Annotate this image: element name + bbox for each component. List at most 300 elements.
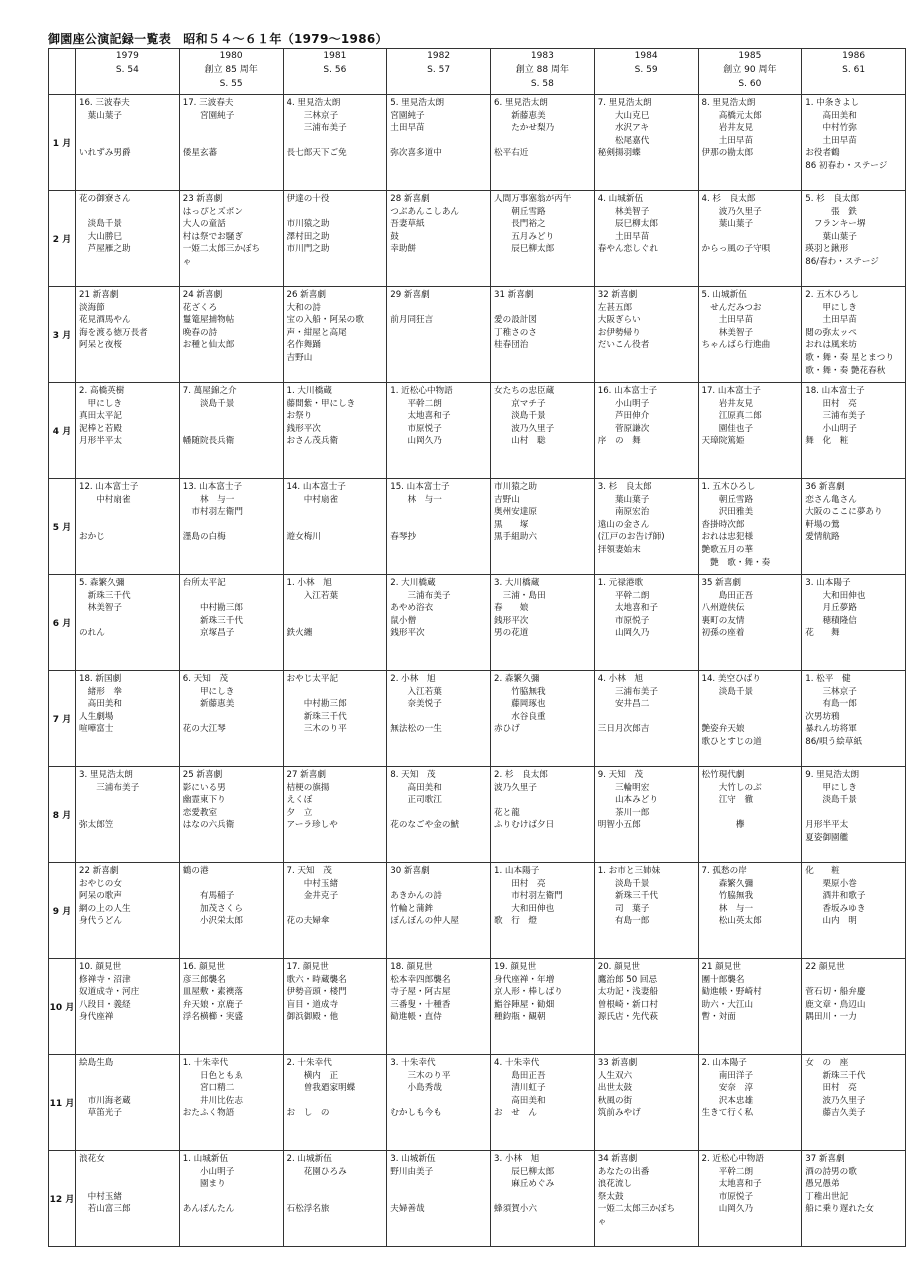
cell-line: 36 新喜劇 (805, 482, 845, 492)
cell-line: 31 新喜劇 (494, 290, 534, 300)
performance-cell (387, 383, 491, 479)
cell-line: 2. 十朱幸代 (286, 1058, 332, 1068)
cell-line: 伊達の十役 (286, 194, 330, 204)
cell-line: 生きて行く私 (701, 1108, 754, 1119)
performance-cell (698, 1151, 802, 1247)
performance-cell (491, 863, 595, 959)
cell-line: 市川猿之助 (286, 219, 330, 230)
cell-line: 波乃久里子 (701, 206, 762, 217)
cell-line (79, 1178, 177, 1191)
performance-cell (76, 95, 180, 191)
cell-line: 新珠三千代 (805, 1070, 866, 1081)
cell-line: 夕 立 (286, 807, 313, 818)
cell-line: 阿呆と夜桜 (79, 340, 122, 351)
cell-line: 閲の弥太ッペ (805, 327, 857, 338)
performance-cell (387, 959, 491, 1055)
cell-line: 黒 塚 (494, 519, 529, 530)
cell-line (390, 506, 488, 519)
cell-line: 1. 五木ひろし (701, 482, 756, 492)
cell-line: 遠山の金さん (597, 519, 650, 530)
performance-cell (179, 383, 283, 479)
cell-line: 三林京子 (805, 686, 857, 697)
performance-cell (387, 863, 491, 959)
cell-line: 林 与一 (390, 494, 442, 505)
performance-cell (76, 575, 180, 671)
cell-line: 甲にしき (805, 782, 857, 793)
cell-line: 穂積隆信 (805, 615, 857, 626)
performance-cell (387, 575, 491, 671)
cell-line: 喧嘩富士 (79, 724, 114, 735)
performance-cell (594, 1055, 698, 1151)
cell-line: 大山勝巳 (79, 231, 122, 242)
cell-line: 7. 孤愁の岸 (701, 866, 747, 876)
cell-line: 2. 杉 良太郎 (494, 770, 548, 780)
performance-cell (283, 767, 387, 863)
year-header (491, 49, 595, 95)
cell-line: 桂春団治 (494, 340, 529, 351)
cell-line: 加茂さくら (182, 903, 243, 914)
cell-line: 恋さん亀さん (805, 494, 857, 505)
cell-line: 花園ひろみ (286, 1166, 347, 1177)
performance-cell (491, 287, 595, 383)
cell-line (79, 206, 177, 219)
cell-line: 3. 里見浩太朗 (79, 770, 133, 780)
cell-line: おやじ太平記 (286, 674, 339, 684)
cell-line: 團十郎襲名 (701, 974, 745, 985)
cell-line: おれは忠犯様 (701, 532, 754, 543)
cell-line: 伊勢音頭・楼門 (286, 987, 347, 998)
cell-line: 中村竹弥 (805, 123, 857, 134)
cell-line: 13. 山本富士子 (182, 482, 243, 492)
cell-line: 大阪のここに夢あり (805, 507, 883, 518)
cell-line: 船に乗り遅れた女 (805, 1204, 875, 1215)
cell-line: むかしも今も (390, 1108, 442, 1119)
cell-line: 瑛羽と鍬形 (805, 244, 849, 255)
cell-line: 小山明子 (182, 1166, 235, 1177)
performance-cell (594, 575, 698, 671)
cell-line (79, 1070, 177, 1083)
cell-line: 園まり (182, 1179, 226, 1190)
cell-line: ふりむけば夕日 (494, 820, 555, 831)
cell-line: 市村羽左衛門 (494, 891, 563, 902)
cell-line: 皿屋敷・素襖落 (182, 987, 243, 998)
cell-line: 花見酒馬やん (79, 315, 131, 326)
performance-cell (802, 383, 906, 479)
month-label: 4 月 (49, 383, 76, 479)
cell-line: 淡島千景 (182, 398, 235, 409)
cell-line: 林 与一 (701, 903, 754, 914)
performance-cell (698, 1055, 802, 1151)
cell-line: 石松浮名旅 (286, 1204, 330, 1215)
cell-line (287, 686, 385, 699)
anniversary-note: 創立 88 周年 (515, 65, 569, 75)
month-row (49, 479, 906, 575)
cell-line: 女たちの忠臣蔵 (494, 386, 555, 396)
performance-cell (491, 959, 595, 1055)
cell-line: 太地喜和子 (390, 411, 451, 422)
cell-line: 3. 山本陽子 (805, 578, 851, 588)
performance-cell (179, 287, 283, 383)
cell-line: 土田早苗 (805, 135, 857, 146)
cell-line: 盲目・道成寺 (286, 999, 339, 1010)
performance-cell (76, 767, 180, 863)
performance-cell (283, 479, 387, 575)
cell-line (287, 506, 385, 519)
cell-line: 太功記・浅妻船 (597, 987, 658, 998)
cell-line: 中村玉緒 (79, 1191, 122, 1202)
cell-line: 中村扇雀 (286, 494, 339, 505)
cell-line: 竹輪と蒲鉾 (390, 903, 434, 914)
cell-line: お祭り (286, 411, 313, 422)
performance-cell (283, 1151, 387, 1247)
cell-line: 天璋院篤姫 (701, 436, 745, 447)
cell-line: 声・紺屋と高尾 (286, 327, 347, 338)
cell-line (79, 1082, 177, 1095)
cell-line: 女 の 座 (805, 1058, 849, 1068)
cell-line: 銭形平次 (390, 628, 425, 639)
anniversary-note: 創立 85 周年 (204, 65, 258, 75)
cell-line: 祭太鼓 (597, 1191, 624, 1202)
cell-line: 花のなごや金の鯱 (390, 820, 460, 831)
cell-line: 4. 小林 旭 (597, 674, 644, 684)
cell-line: 銭形平次 (494, 615, 529, 626)
cell-line: 張 鉄 (805, 206, 857, 217)
month-row (49, 863, 906, 959)
performance-cell (491, 1055, 595, 1151)
cell-line: 舞 化 粧 (805, 436, 849, 447)
cell-line: 島田正吾 (494, 1070, 546, 1081)
cell-line: 新珠三千代 (597, 891, 658, 902)
cell-line: 泥棒と若殿 (79, 423, 122, 434)
cell-line: 月丘夢路 (805, 603, 857, 614)
cell-line: 網の上の人生 (79, 903, 131, 914)
cell-line: 高田美和 (494, 1095, 546, 1106)
cell-line: 鼓 (390, 231, 399, 242)
cell-line: 27 新喜劇 (286, 770, 326, 780)
performance-cell (76, 191, 180, 287)
cell-line: 波乃久里子 (494, 782, 537, 793)
performance-cell (387, 767, 491, 863)
cell-line: 波乃久里子 (805, 1095, 866, 1106)
cell-line: 清川虹子 (494, 1083, 546, 1094)
cell-line (287, 602, 385, 615)
cell-line: 欅 (701, 820, 745, 831)
cell-line: 16. 顔見世 (182, 962, 225, 972)
cell-line: 三林京子 (286, 110, 339, 121)
cell-line: 新珠三千代 (79, 590, 131, 601)
cell-line: 無法松の一生 (390, 724, 442, 735)
cell-line: 江原真二郎 (701, 411, 762, 422)
month-row (49, 671, 906, 767)
cell-line: 1. 松平 健 (805, 674, 851, 684)
cell-line: 4. 杉 良太郎 (701, 194, 756, 204)
performance-cell (698, 575, 802, 671)
performance-cell (387, 1055, 491, 1151)
performance-cell (594, 287, 698, 383)
cell-line: 25 新喜劇 (182, 770, 223, 780)
cell-line: 南原宏治 (597, 507, 650, 518)
cell-line (79, 122, 177, 135)
cell-line: 4. 十朱幸代 (494, 1058, 540, 1068)
cell-line: 若山富三郎 (79, 1204, 131, 1215)
cell-line: 井川比佐志 (182, 1095, 243, 1106)
cell-line: 三浦布美子 (79, 782, 140, 793)
cell-line (287, 903, 385, 916)
cell-line: 花と龍 (494, 807, 520, 818)
cell-line: 藤間紫・甲にしき (286, 398, 356, 409)
cell-line: 1. お市と三姉妹 (597, 866, 661, 876)
cell-line (494, 1191, 592, 1204)
cell-line: 左甚五郎 (597, 302, 633, 313)
cell-line (390, 878, 488, 891)
cell-line: 辰巳柳太郎 (597, 219, 658, 230)
cell-line: 18. 顔見世 (390, 962, 433, 972)
cell-line: 身代うどん (79, 916, 122, 927)
cell-line (805, 974, 903, 987)
cell-line: 山内 明 (805, 916, 857, 927)
performance-cell (387, 95, 491, 191)
cell-line: 有島一郎 (805, 699, 857, 710)
cell-line: 朝丘雪路 (494, 206, 546, 217)
cell-line: 大山克巳 (597, 110, 650, 121)
month-label: 10 月 (49, 959, 76, 1055)
cell-line: 小山明子 (805, 423, 857, 434)
cell-line: 浪花女 (79, 1154, 105, 1164)
cell-line: 土田早苗 (701, 315, 754, 326)
document-title: 御園座公演記録一覧表 昭和５４～６１年（1979～1986） (48, 32, 388, 46)
cell-line: 甲にしき (79, 398, 122, 409)
cell-line: 沓掛時次郎 (701, 519, 745, 530)
cell-line: 身代座禅・年増 (494, 974, 555, 985)
cell-line: 酒井和歌子 (805, 891, 866, 902)
cell-line: 助六・大江山 (701, 999, 754, 1010)
cell-line: 2. 五木ひろし (805, 290, 860, 300)
cell-line: 林美智子 (701, 327, 754, 338)
cell-line: 倭星玄蕃 (182, 148, 218, 159)
year-label: 1984 (634, 51, 658, 61)
cell-line: 有島一郎 (597, 916, 650, 927)
cell-line: 京マチ子 (494, 398, 546, 409)
cell-line: 村は祭でお騒ぎ (182, 231, 243, 242)
cell-line: 19. 顔見世 (494, 962, 537, 972)
cell-line: 86 初春わ・ステージ (805, 160, 888, 171)
cell-line: 裏町の友情 (701, 615, 745, 626)
cell-line: ぼんぼんの仲人屋 (390, 916, 460, 927)
cell-line: 33 新喜劇 (597, 1058, 638, 1068)
cell-line: 伊那の勘太郎 (701, 148, 754, 159)
cell-line: 勧進帳・野崎村 (701, 987, 762, 998)
cell-line: 栗原小巻 (805, 878, 857, 889)
cell-line: 長七郎天下ご免 (286, 148, 347, 159)
cell-line: 1. 元禄港歌 (597, 578, 644, 588)
performance-cell (283, 671, 387, 767)
year-label: 1982 (427, 51, 451, 61)
cell-line: 暫・対面 (701, 1012, 736, 1023)
cell-line: 台所太平記 (182, 578, 226, 588)
cell-line: 人生双六 (597, 1070, 633, 1081)
cell-line: 三番叟・十種香 (390, 999, 451, 1010)
performance-cell (698, 383, 802, 479)
year-header (698, 49, 802, 95)
performance-cell (76, 959, 180, 1055)
cell-line (183, 410, 281, 423)
cell-line: フランキー堺 (805, 219, 866, 230)
cell-line: 葉山葉子 (597, 494, 650, 505)
cell-line (183, 135, 281, 148)
cell-line: 浮名横櫛・実盛 (182, 1012, 243, 1023)
cell-line: 源氏店・先代萩 (597, 1012, 658, 1023)
performance-cell (283, 575, 387, 671)
cell-line: 10. 顔見世 (79, 962, 122, 972)
cell-line: 22 新喜劇 (79, 866, 119, 876)
cell-line: 司 葉子 (597, 903, 650, 914)
cell-line: おさん茂兵衛 (286, 436, 339, 447)
cell-line (79, 506, 177, 519)
cell-line: 大和田伸也 (805, 590, 866, 601)
cell-line: 正司歌江 (390, 795, 442, 806)
cell-line: 高田美和 (805, 110, 857, 121)
month-row (49, 1151, 906, 1247)
cell-line: 弁天娘・京鹿子 (182, 999, 243, 1010)
cell-line: 勧進帳・直侍 (390, 1012, 442, 1023)
cell-line: 影にいる男 (182, 782, 226, 793)
cell-line: 32 新喜劇 (597, 290, 638, 300)
performance-cell (283, 287, 387, 383)
cell-line (805, 807, 903, 820)
cell-line: お種と仙太郎 (182, 340, 235, 351)
month-label: 3 月 (49, 287, 76, 383)
cell-line: 出世太鼓 (597, 1083, 633, 1094)
cell-line: あんぽんたん (182, 1204, 235, 1215)
cell-line: あきかんの詩 (390, 891, 442, 902)
cell-line: 4. 山城新伍 (597, 194, 644, 204)
cell-line (287, 1095, 385, 1108)
cell-line: 拝領妻始末 (597, 544, 641, 555)
cell-line: 新珠三千代 (286, 711, 347, 722)
year-header (283, 49, 387, 95)
cell-line: 37 新喜劇 (805, 1154, 845, 1164)
performance-cell (594, 767, 698, 863)
performance-cell (594, 959, 698, 1055)
performance-cell (802, 671, 906, 767)
performance-cell (283, 1055, 387, 1151)
cell-line (390, 135, 488, 148)
cell-line: 山岡久乃 (390, 436, 442, 447)
cell-line: 2. 高橋英樹 (79, 386, 125, 396)
cell-line: 26 新喜劇 (286, 290, 326, 300)
cell-line: 18. 山本富士子 (805, 386, 865, 396)
cell-line: 大阪ぎらい (597, 315, 641, 326)
cell-line: 春 娘 (494, 603, 529, 614)
showa-label: S. 59 (634, 65, 658, 75)
cell-line (702, 698, 800, 711)
cell-line: 土田早苗 (597, 231, 650, 242)
cell-line: 市川猿之助 (494, 482, 537, 492)
cell-line: おたふく物語 (182, 1108, 235, 1119)
cell-line: 3. 杉 良太郎 (597, 482, 652, 492)
cell-line: 山岡久乃 (701, 1204, 754, 1215)
cell-line (702, 231, 800, 244)
cell-line: 宝の入船・阿呆の歌 (286, 315, 364, 326)
cell-line: 7. 萬屋錦之介 (182, 386, 237, 396)
cell-line: 京塚昌子 (182, 628, 235, 639)
performance-cell (802, 479, 906, 575)
cell-line: 花の大江琴 (182, 724, 226, 735)
cell-line: 幸助餅 (390, 244, 417, 255)
cell-line: 花の夫婦傘 (286, 916, 330, 927)
cell-line: 淡島千景 (79, 219, 122, 230)
cell-line: 菅原謙次 (597, 423, 650, 434)
cell-line: 86/唄う絵草紙 (805, 736, 863, 747)
cell-line: 高橋元太郎 (701, 110, 762, 121)
cell-line: 森繁久彌 (701, 878, 754, 889)
cell-line: 艶歌五月の華 (701, 544, 754, 555)
performance-cell (802, 287, 906, 383)
cell-line: 山岡久乃 (597, 628, 650, 639)
cell-line (702, 807, 800, 820)
cell-line: 阿呆の歌声 (79, 891, 122, 902)
cell-line: 甲にしき (182, 686, 235, 697)
cell-line: 土田早苗 (805, 315, 857, 326)
year-label: 1986 (842, 51, 866, 61)
cell-line: 田村 亮 (494, 878, 546, 889)
performance-cell (491, 767, 595, 863)
cell-line: 横内 正 (286, 1070, 339, 1081)
month-row (49, 575, 906, 671)
performance-cell (802, 191, 906, 287)
cell-line: 男の花道 (494, 628, 529, 639)
cell-line: 鹿文章・鳥辺山 (805, 999, 866, 1010)
cell-line: あなたの出番 (597, 1166, 650, 1177)
cell-line: 9. 天知 茂 (597, 770, 644, 780)
performance-cell (179, 95, 283, 191)
showa-label: S. 58 (530, 79, 554, 89)
performance-cell (698, 287, 802, 383)
month-label: 9 月 (49, 863, 76, 959)
cell-line: 鉄火纏 (286, 628, 313, 639)
cell-line: 新藤恵美 (494, 110, 546, 121)
cell-line: 弥次喜多道中 (390, 148, 442, 159)
performance-cell (179, 767, 283, 863)
cell-line: 月形半平太 (805, 820, 849, 831)
cell-line: あやめ浴衣 (390, 603, 434, 614)
cell-line: ちゃんばら行進曲 (701, 340, 771, 351)
cell-line: 軒場の鶯 (805, 519, 840, 530)
cell-line: 序 の 舞 (597, 436, 641, 447)
performance-cell (698, 95, 802, 191)
cell-line (287, 135, 385, 148)
cell-line: 淡島千景 (494, 411, 546, 422)
performance-cell (387, 1151, 491, 1247)
cell-line: 愚兄愚弟 (805, 1179, 840, 1190)
performance-cell (283, 959, 387, 1055)
performance-cell (387, 191, 491, 287)
cell-line: せんだみつお (701, 302, 762, 313)
performance-cell (491, 671, 595, 767)
cell-line: 宮口精二 (182, 1083, 235, 1094)
cell-line: 三日月次郎吉 (597, 724, 650, 735)
cell-line: (江戸のお告げ師) (597, 532, 665, 543)
cell-line (183, 519, 281, 532)
cell-line: 寺子屋・阿古屋 (390, 987, 451, 998)
cell-line: 丁稚出世記 (805, 1191, 849, 1202)
cell-line: 島田正吾 (701, 590, 754, 601)
corner-cell (49, 49, 76, 95)
cell-line: 一姫二太郎三かぼち (597, 1204, 676, 1215)
performance-cell (594, 863, 698, 959)
cell-line (183, 590, 281, 603)
cell-line (79, 794, 177, 807)
